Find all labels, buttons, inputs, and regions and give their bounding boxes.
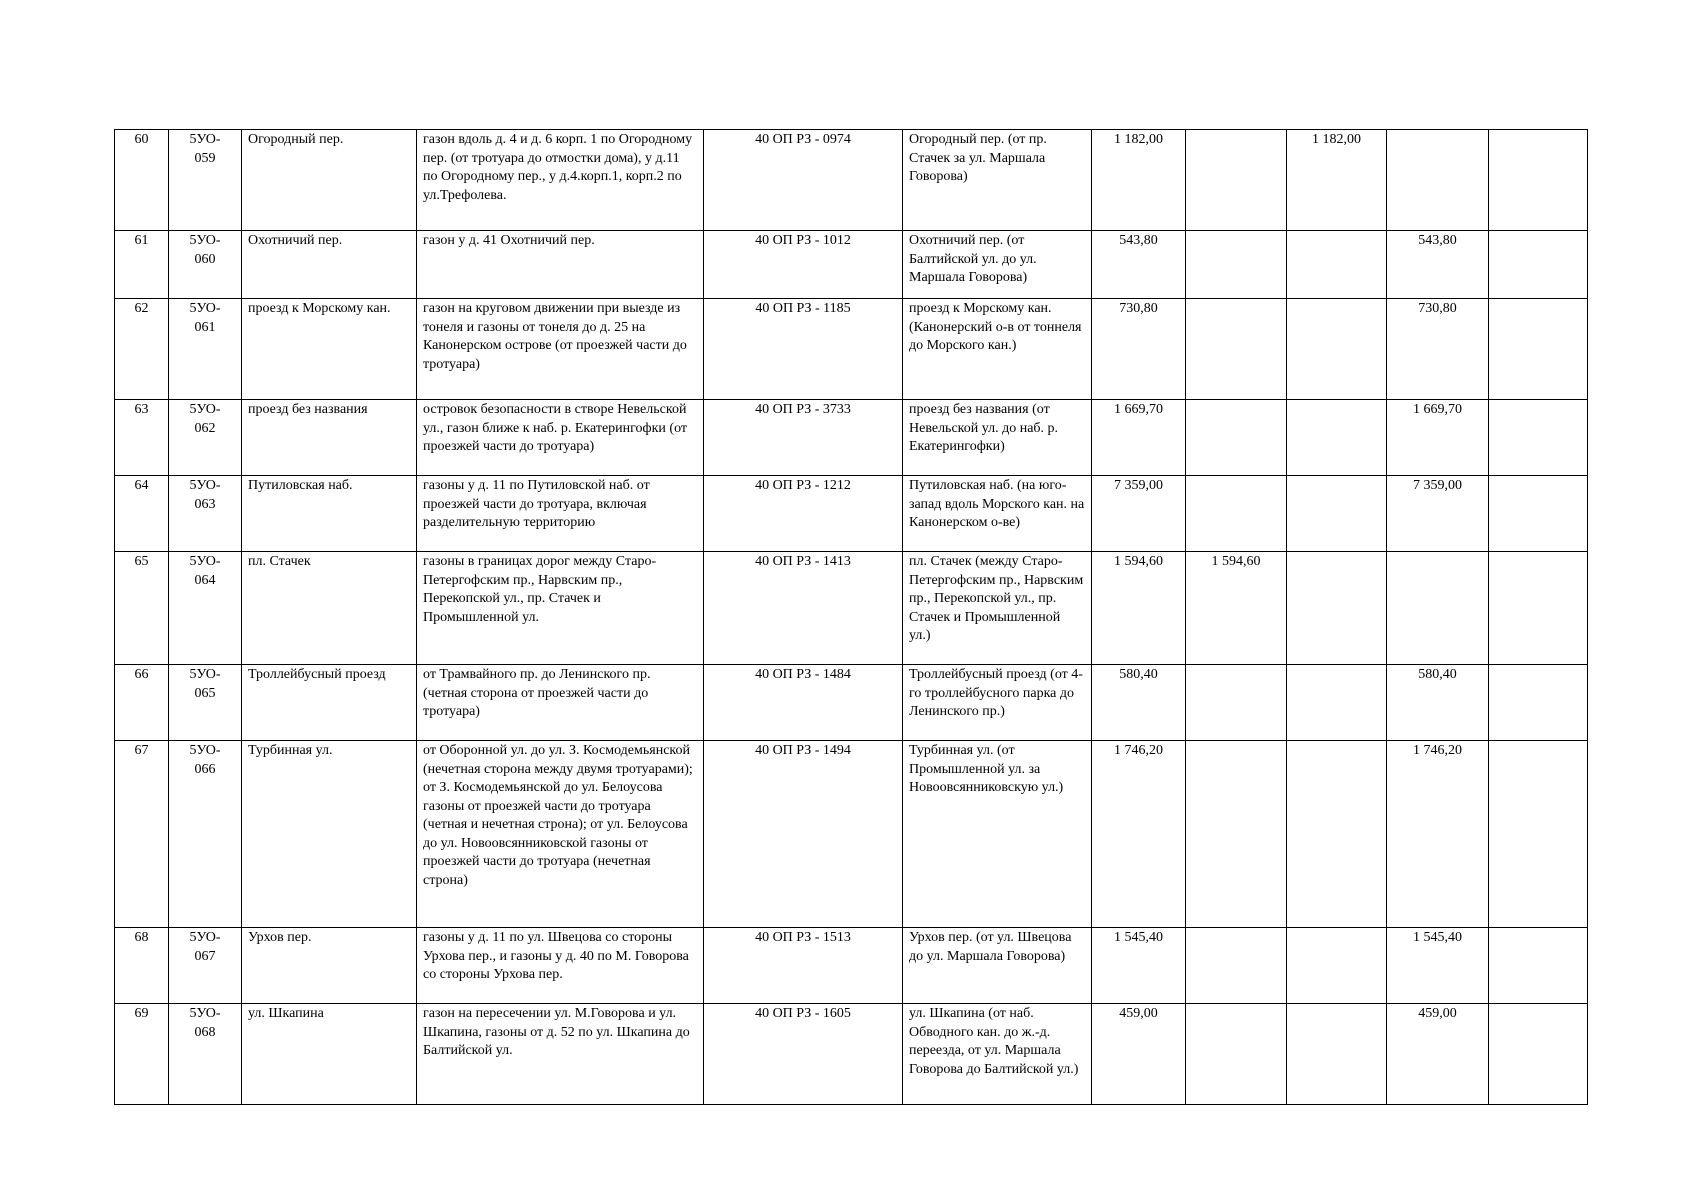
object-code: 5УО- 064 [169, 552, 242, 665]
road-registry-number: 40 ОП РЗ - 1494 [704, 741, 903, 928]
row-number: 61 [115, 231, 169, 299]
street-name: Урхов пер. [242, 928, 417, 1004]
object-code: 5УО- 063 [169, 476, 242, 552]
area-total: 1 746,20 [1092, 741, 1186, 928]
area-col-5 [1489, 1004, 1588, 1105]
table-row [115, 1004, 1588, 1105]
area-col-5 [1489, 400, 1588, 476]
lawn-description: газоны у д. 11 по ул. Швецова со стороны Урхова пер., и газоны у д. 40 по М. Говорова со стороны Урхова пер. [417, 928, 704, 1004]
table-row [115, 476, 1588, 552]
street-name: Путиловская наб. [242, 476, 417, 552]
row-number: 62 [115, 299, 169, 400]
table-row [115, 928, 1588, 1004]
area-col-2 [1186, 928, 1287, 1004]
area-col-4: 7 359,00 [1387, 476, 1489, 552]
road-section: Путиловская наб. (на юго-запад вдоль Морского кан. на Канонерском о-ве) [903, 476, 1092, 552]
area-col-3 [1287, 552, 1387, 665]
area-col-2 [1186, 130, 1287, 231]
road-section: пл. Стачек (между Старо-Петергофским пр., Нарвским пр., Перекопской ул., пр. Стачек и Промышленной ул.) [903, 552, 1092, 665]
area-col-2 [1186, 1004, 1287, 1105]
road-registry-number: 40 ОП РЗ - 1605 [704, 1004, 903, 1105]
lawn-description: газон у д. 41 Охотничий пер. [417, 231, 704, 299]
area-total: 1 669,70 [1092, 400, 1186, 476]
area-col-4 [1387, 552, 1489, 665]
lawn-description: от Трамвайного пр. до Ленинского пр. (четная сторона от проезжей части до тротуара) [417, 665, 704, 741]
area-total: 7 359,00 [1092, 476, 1186, 552]
table-row [115, 231, 1588, 299]
registry-table [114, 129, 1588, 1105]
area-col-3 [1287, 231, 1387, 299]
lawn-description: островок безопасности в створе Невельской ул., газон ближе к наб. р. Екатерингофки (от проезжей части до тротуара) [417, 400, 704, 476]
area-col-3 [1287, 299, 1387, 400]
road-registry-number: 40 ОП РЗ - 0974 [704, 130, 903, 231]
row-number: 66 [115, 665, 169, 741]
area-col-5 [1489, 552, 1588, 665]
area-col-5 [1489, 741, 1588, 928]
area-col-3 [1287, 741, 1387, 928]
area-total: 459,00 [1092, 1004, 1186, 1105]
area-col-4 [1387, 130, 1489, 231]
area-col-5 [1489, 130, 1588, 231]
area-col-3 [1287, 400, 1387, 476]
area-col-2 [1186, 665, 1287, 741]
area-col-3 [1287, 665, 1387, 741]
lawn-description: газон на круговом движении при выезде из тонеля и газоны от тонеля до д. 25 на Канонерском острове (от проезжей части до тротуара) [417, 299, 704, 400]
row-number: 64 [115, 476, 169, 552]
lawn-description: газон вдоль д. 4 и д. 6 корп. 1 по Огородному пер. (от тротуара до отмостки дома), у д.11 по Огородному пер., у д.4.корп.1, корп.2 по ул.Трефолева. [417, 130, 704, 231]
area-col-4: 543,80 [1387, 231, 1489, 299]
area-col-3 [1287, 476, 1387, 552]
table-row [115, 400, 1588, 476]
street-name: пл. Стачек [242, 552, 417, 665]
area-col-4: 580,40 [1387, 665, 1489, 741]
area-col-2 [1186, 741, 1287, 928]
area-col-4: 459,00 [1387, 1004, 1489, 1105]
road-section: Огородный пер. (от пр. Стачек за ул. Маршала Говорова) [903, 130, 1092, 231]
area-col-5 [1489, 299, 1588, 400]
object-code: 5УО- 067 [169, 928, 242, 1004]
lawn-description: газоны в границах дорог между Старо-Петергофским пр., Нарвским пр., Перекопской ул., пр. Стачек и Промышленной ул. [417, 552, 704, 665]
area-col-5 [1489, 665, 1588, 741]
street-name: проезд к Морскому кан. [242, 299, 417, 400]
area-col-2 [1186, 299, 1287, 400]
table-row [115, 552, 1588, 665]
street-name: Охотничий пер. [242, 231, 417, 299]
object-code: 5УО- 060 [169, 231, 242, 299]
table-row [115, 665, 1588, 741]
lawn-description: газоны у д. 11 по Путиловской наб. от проезжей части до тротуара, включая разделительную территорию [417, 476, 704, 552]
road-section: Охотничий пер. (от Балтийской ул. до ул. Маршала Говорова) [903, 231, 1092, 299]
road-section: проезд к Морскому кан. (Канонерский о-в от тоннеля до Морского кан.) [903, 299, 1092, 400]
object-code: 5УО- 065 [169, 665, 242, 741]
street-name: Турбинная ул. [242, 741, 417, 928]
area-total: 543,80 [1092, 231, 1186, 299]
street-name: проезд без названия [242, 400, 417, 476]
object-code: 5УО- 066 [169, 741, 242, 928]
table-row [115, 130, 1588, 231]
object-code: 5УО- 068 [169, 1004, 242, 1105]
area-col-4: 730,80 [1387, 299, 1489, 400]
area-total: 730,80 [1092, 299, 1186, 400]
row-number: 63 [115, 400, 169, 476]
row-number: 69 [115, 1004, 169, 1105]
row-number: 67 [115, 741, 169, 928]
table-row [115, 299, 1588, 400]
area-col-2: 1 594,60 [1186, 552, 1287, 665]
area-col-3: 1 182,00 [1287, 130, 1387, 231]
area-col-3 [1287, 1004, 1387, 1105]
object-code: 5УО- 061 [169, 299, 242, 400]
row-number: 65 [115, 552, 169, 665]
street-name: Огородный пер. [242, 130, 417, 231]
area-col-5 [1489, 928, 1588, 1004]
road-registry-number: 40 ОП РЗ - 3733 [704, 400, 903, 476]
road-section: Урхов пер. (от ул. Швецова до ул. Маршала Говорова) [903, 928, 1092, 1004]
object-code: 5УО- 062 [169, 400, 242, 476]
area-col-2 [1186, 231, 1287, 299]
area-col-3 [1287, 928, 1387, 1004]
area-total: 1 182,00 [1092, 130, 1186, 231]
lawn-description: от Оборонной ул. до ул. З. Космодемьянской (нечетная сторона между двумя тротуарами); от З. Космодемьянской до ул. Белоусова газоны от проезжей части до тротуара (четная и нечетная строна); от ул. Белоусова до ул. Новоовсянниковской газоны от проезжей части до тротуара (нечетная строна) [417, 741, 704, 928]
area-col-5 [1489, 231, 1588, 299]
object-code: 5УО- 059 [169, 130, 242, 231]
area-col-2 [1186, 476, 1287, 552]
row-number: 60 [115, 130, 169, 231]
road-registry-number: 40 ОП РЗ - 1185 [704, 299, 903, 400]
road-registry-number: 40 ОП РЗ - 1012 [704, 231, 903, 299]
area-col-4: 1 669,70 [1387, 400, 1489, 476]
street-name: ул. Шкапина [242, 1004, 417, 1105]
road-registry-number: 40 ОП РЗ - 1484 [704, 665, 903, 741]
road-section: Троллейбусный проезд (от 4-го троллейбусного парка до Ленинского пр.) [903, 665, 1092, 741]
row-number: 68 [115, 928, 169, 1004]
road-section: Турбинная ул. (от Промышленной ул. за Новоовсянниковскую ул.) [903, 741, 1092, 928]
road-registry-number: 40 ОП РЗ - 1413 [704, 552, 903, 665]
area-col-5 [1489, 476, 1588, 552]
area-total: 1 594,60 [1092, 552, 1186, 665]
street-name: Троллейбусный проезд [242, 665, 417, 741]
area-total: 1 545,40 [1092, 928, 1186, 1004]
road-section: проезд без названия (от Невельской ул. до наб. р. Екатерингофки) [903, 400, 1092, 476]
area-col-4: 1 545,40 [1387, 928, 1489, 1004]
table-row [115, 741, 1588, 928]
area-total: 580,40 [1092, 665, 1186, 741]
lawn-description: газон на пересечении ул. М.Говорова и ул. Шкапина, газоны от д. 52 по ул. Шкапина до Балтийской ул. [417, 1004, 704, 1105]
area-col-4: 1 746,20 [1387, 741, 1489, 928]
area-col-2 [1186, 400, 1287, 476]
road-registry-number: 40 ОП РЗ - 1513 [704, 928, 903, 1004]
road-registry-number: 40 ОП РЗ - 1212 [704, 476, 903, 552]
road-section: ул. Шкапина (от наб. Обводного кан. до ж.-д. переезда, от ул. Маршала Говорова до Балтийской ул.) [903, 1004, 1092, 1105]
